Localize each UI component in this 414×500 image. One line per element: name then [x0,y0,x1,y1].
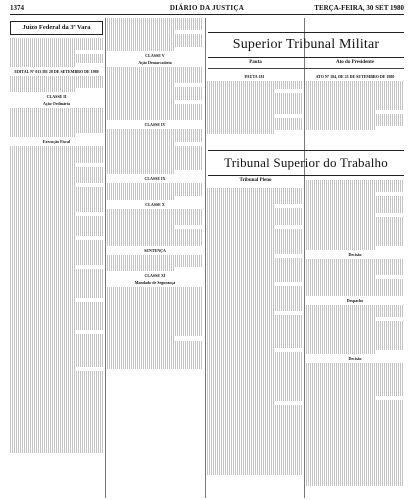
text-line [10,63,75,67]
column-4-labor [306,180,404,498]
text-line [107,242,203,246]
section-heading: CLASSE IV [144,122,166,128]
text-line [207,130,274,134]
section-heading: CLASSE XI [144,273,166,279]
section-heading: Mandado de Segurança [134,280,176,286]
column-divider [304,18,305,498]
sub-rule [208,68,404,69]
column-divider [205,18,206,498]
column-1 [10,18,103,498]
text-line [107,170,174,174]
section-heading: CLASSE V [145,52,165,58]
text-line [10,449,103,453]
column-3-labor [207,188,302,498]
masthead [10,4,404,14]
column-divider [105,18,106,498]
text-line [107,116,203,120]
military-court-title: Superior Tribunal Militar [208,32,404,58]
section-heading: Decisão [348,355,362,361]
section-heading: SENTENÇA [144,247,166,253]
pauta-number: PAUTA 181 [244,74,265,79]
header-rule [10,14,404,15]
text-line [107,365,203,369]
edital-heading: EDITAL Nº 013 DE 28 DE SETEMBRO DE 1980 [14,68,99,74]
section-heading: Ação Ordinária [43,101,70,107]
text-line [207,470,302,474]
text-line [306,291,404,295]
section-heading: Ação Demarcatória [138,59,172,65]
text-line [306,482,404,486]
ato-number: ATO Nº 184, DE 25 DE SETEMBRO DE 1980 [315,74,395,79]
column-2 [107,18,203,498]
pauta-heading: Pauta [249,60,262,65]
section-heading: CLASSE II [46,94,67,100]
text-line [107,196,174,200]
section-heading: Decisão [348,251,362,257]
section-heading: CLASSE IX [144,176,166,182]
text-line [306,350,375,354]
text-line [107,47,174,51]
section-box-title: Juízo Federal da 3ª Vara [10,21,103,35]
section-heading: Despacho [346,297,364,303]
text-line [107,267,174,271]
page-number: 1374 [10,4,24,12]
journal-title: DIÁRIO DA JUSTIÇA [169,4,245,12]
text-line [306,246,375,250]
plenary-heading: Tribunal Pleno [239,178,272,183]
ato-heading: Ato do Presidente [336,60,374,65]
text-line [10,133,75,137]
column-4-top [306,72,404,132]
text-line [306,126,375,130]
issue-date: TERÇA-FEIRA, 30 SET 1980 [314,4,404,12]
section-heading: Execução Fiscal [42,139,71,145]
text-line [10,88,75,92]
section-heading: CLASSE X [145,201,165,207]
labor-court-title: Tribunal Superior do Trabalho [208,150,404,176]
